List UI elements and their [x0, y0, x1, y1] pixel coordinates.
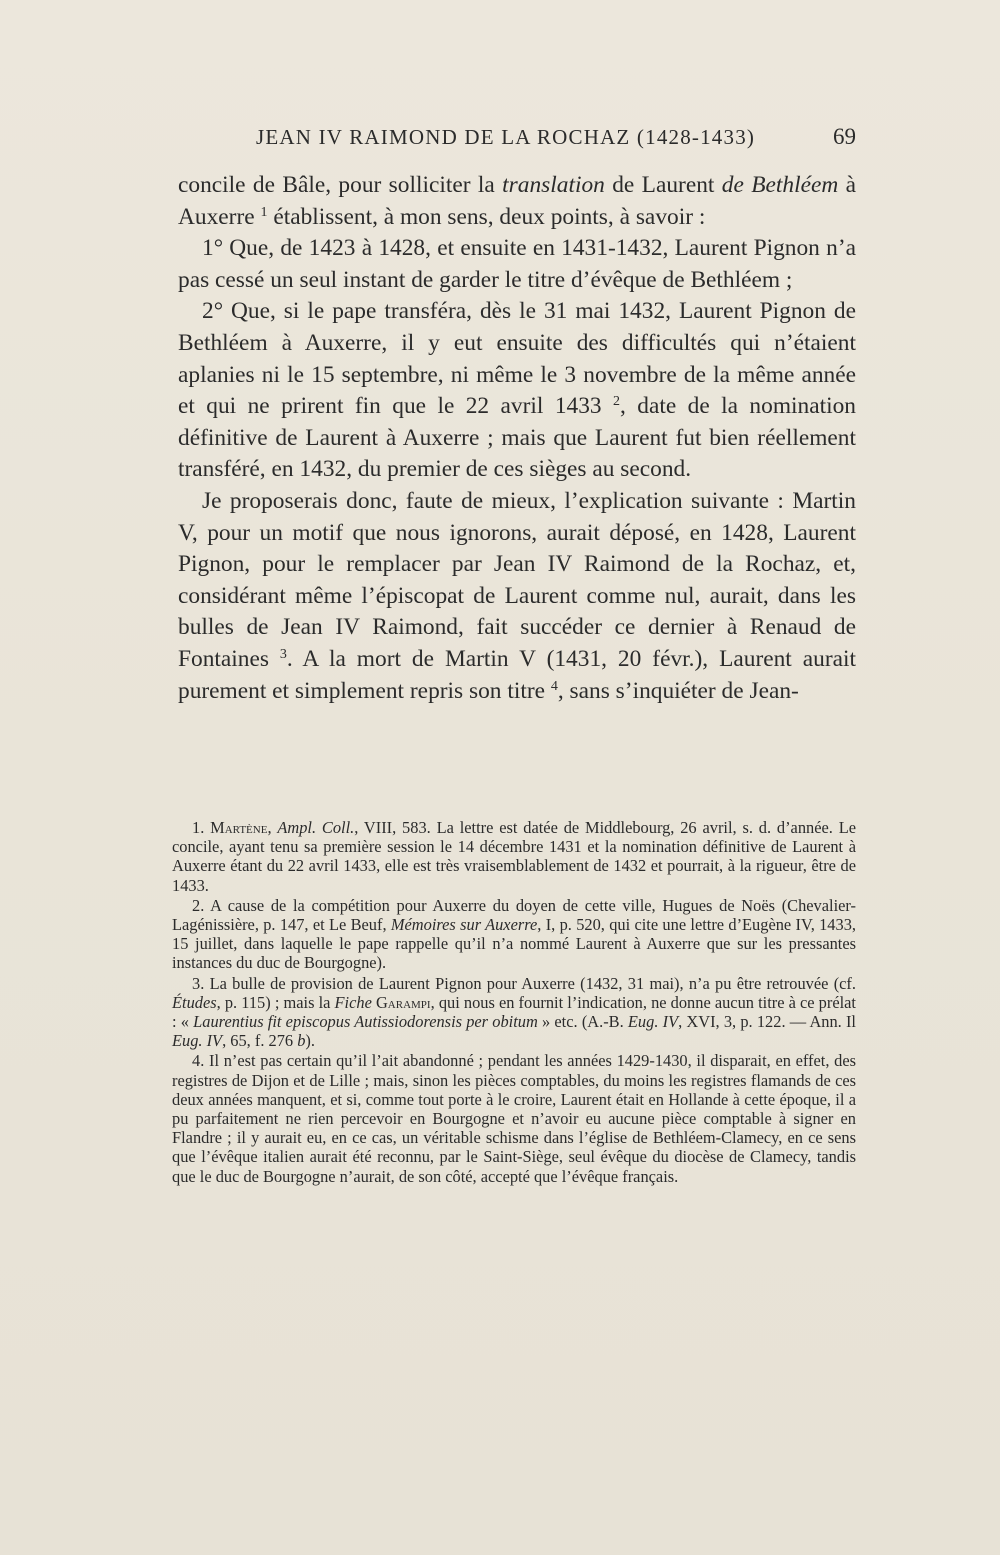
running-title: [256, 125, 755, 150]
footnotes: [172, 818, 856, 1187]
running-title-name: JEAN IV RAIMOND DE LA ROCHAZ: [256, 125, 637, 149]
italic-run: Eug. IV: [627, 1012, 679, 1032]
running-header: [178, 124, 856, 158]
author-name: Garampi: [375, 992, 431, 1012]
footnote-ref-3: 3: [279, 646, 287, 662]
footnote-3: [172, 974, 856, 1051]
text-run: établissent, à mon sens, deux points, à savoir :: [267, 203, 706, 230]
paragraph-1: [178, 170, 856, 233]
text-run: 1.: [192, 818, 211, 837]
paragraph-4: [178, 486, 856, 707]
text-run: , VIII, 583. La lettre est datée de Middlebourg, 26 avril, s. d. d’année. Le concile, ayant tenu sa première session le 14 décembre 1431 et la nomination définitive de Laurent à Auxerre étant du 22 avril 1433, elle est très vraisemblablement de 1432 et pourrait, à la rigueur, être de 1433.: [172, 818, 856, 895]
text-run: , sans s’inquiéter de Jean-: [557, 677, 799, 704]
italic-run: Eug. IV: [172, 1031, 223, 1051]
italic-run: b: [297, 1031, 306, 1051]
italic-run: translation: [502, 172, 605, 198]
text-run: concile de Bâle, pour solliciter la: [178, 172, 503, 198]
italic-run: Ampl. Coll.: [277, 818, 355, 837]
footnote-4: 4. Il n’est pas certain qu’il l’ait abandonné ; pendant les années 1429-1430, il disparait, en effet, des registres de Dijon et de Lille ; mais, sinon les pièces comptables, du moins les registres flamands de ces deux années manquent, et si, comme tout porte à le croire, Laurent était en Hollande à cette époque, il a pu parfaitement ne rien percevoir en Bourgogne et n’avoir eu aucune pièce comptable à signer en Flandre ; il y aurait eu, en ce cas, un véritable schisme dans l’église de Bethléem-Clamecy, en ce sens que l’évêque italien aurait été reconnu, par le Saint-Siège, seul évêque du diocèse de Clamecy, tandis que le duc de Bourgogne n’aurait, de son côté, accepté que l’évêque français.: [172, 1051, 856, 1186]
author-name: Martène: [210, 818, 268, 837]
text-run: , p. 115) ; mais la: [216, 992, 335, 1012]
italic-run: de Bethléem: [721, 172, 839, 198]
text-run: , XVI, 3, p. 122. — Ann. Il: [678, 1012, 856, 1032]
footnote-2: [172, 896, 856, 973]
text-run: , date de la nomination définitive de Laurent à Auxerre ; mais que Laurent fut bien réellement transféré, en 1432, du premier de ces sièges au second.: [178, 393, 856, 483]
main-text: [178, 170, 856, 707]
text-run: 2. A cause de la compétition pour Auxerre du doyen de cette ville, Hugues de Noës (Chevalier-Lagénissière, p. 147, et Le Beuf,: [172, 895, 856, 935]
text-run: , qui nous en fournit l’indication, ne donne aucun titre à ce prélat : «: [172, 992, 856, 1032]
text-run: 2° Que, si le pape transféra, dès le 31 mai 1432, Laurent Pignon de Bethléem à Auxerre, il y eut ensuite des difficultés qui n’étaient aplanies ni le 15 septembre, ni même le 3 novembre de la même année et qui ne prirent fin que le 22 avril 1433: [178, 298, 856, 420]
text-run: Je proposerais donc, faute de mieux, l’explication suivante : Martin V, pour un motif que nous ignorons, aurait déposé, en 1428, Laurent Pignon, pour le remplacer par Jean IV Raimond de la Rochaz, et, considérant même l’épiscopat de Laurent comme nul, aurait, dans les bulles de Jean IV Raimond, fait succéder ce dernier à Renaud de Fontaines: [178, 487, 856, 672]
text-run: ).: [305, 1031, 315, 1051]
text-run: 3. La bulle de provision de Laurent Pignon pour Auxerre (1432, 31 mai), n’a pu être retrouvée (cf.: [192, 973, 856, 993]
running-title-dates: (1428-1433): [636, 125, 756, 149]
text-run: ,: [267, 818, 278, 837]
footnote-1: [172, 818, 856, 895]
paragraph-2: 1° Que, de 1423 à 1428, et ensuite en 1431-1432, Laurent Pignon n’a pas cessé un seul instant de garder le titre d’évêque de Bethléem ;: [178, 235, 856, 293]
text-run: . A la mort de Martin V (1431, 20 févr.), Laurent aurait purement et simplement repris son titre: [178, 645, 856, 704]
italic-run: Études: [172, 992, 217, 1012]
footnote-ref-1: 1: [260, 204, 268, 220]
footnote-ref-4: 4: [550, 678, 558, 694]
italic-run: Laurentius fit episcopus Autissiodorensis per obitum: [193, 1012, 538, 1032]
text-run: , 65, f. 276: [222, 1031, 298, 1051]
page-number: 69: [833, 124, 856, 149]
text-run: de Laurent: [604, 172, 722, 198]
italic-run: Mémoires sur Auxerre: [390, 915, 538, 935]
italic-run: Fiche: [334, 992, 372, 1012]
paragraph-3: [178, 296, 856, 486]
text-run: , I, p. 520, qui cite une lettre d’Eugène IV, 1433, 15 juillet, dans laquelle le pape rappelle qu’il n’a nommé Laurent à Auxerre que sur les pressantes instances du duc de Bourgogne).: [172, 915, 856, 973]
footnote-ref-2: 2: [613, 394, 621, 410]
text-run: à Auxerre: [178, 172, 856, 230]
text-run: » etc. (A.-B.: [537, 1012, 628, 1032]
